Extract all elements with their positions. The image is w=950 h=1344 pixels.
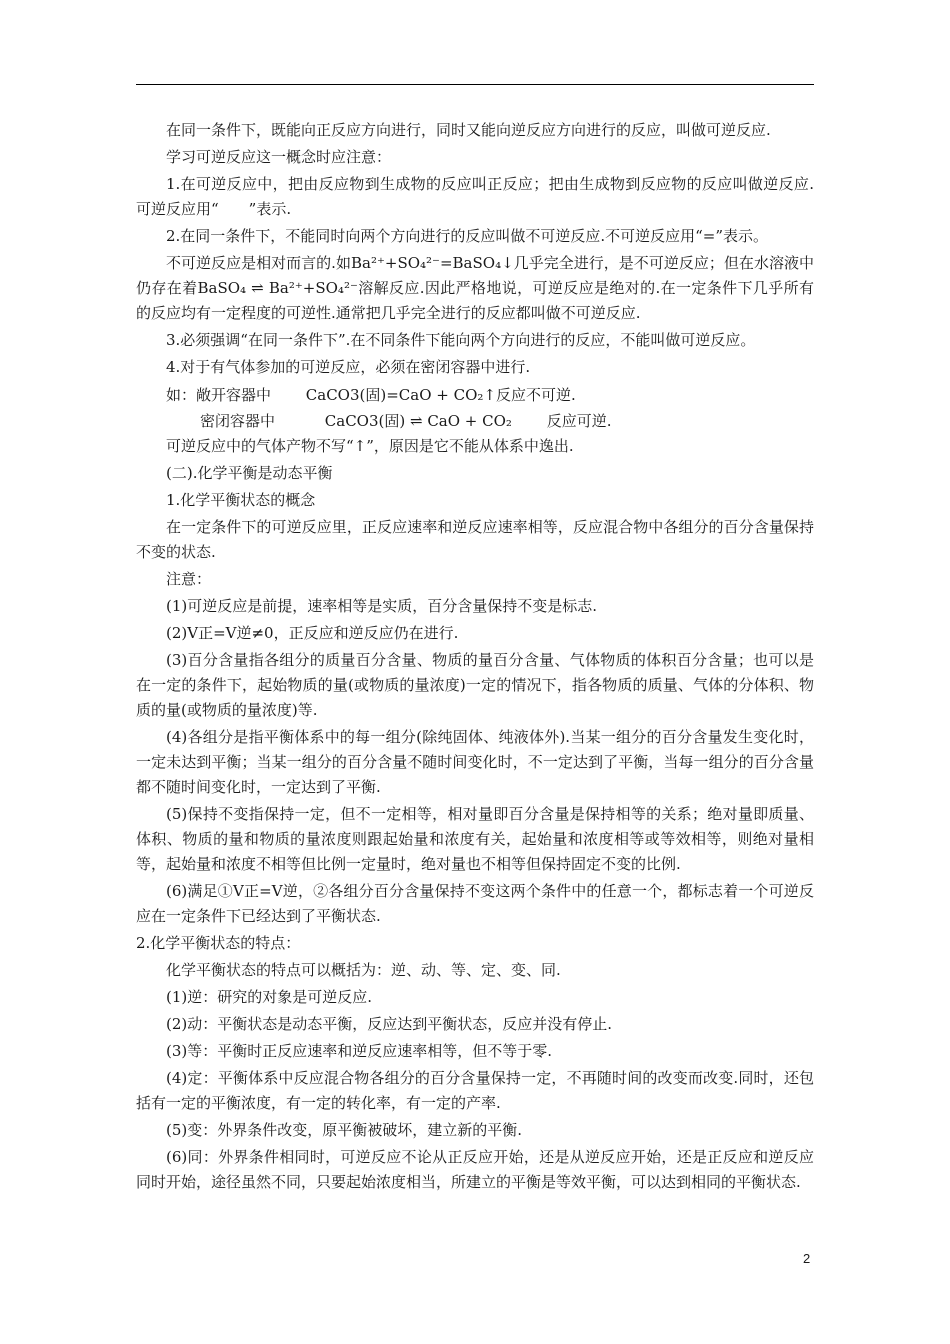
paragraph: (1)逆：研究的对象是可逆反应. [166, 988, 373, 1006]
paragraph: (2)V正=V逆≠0，正反应和逆反应仍在进行. [166, 624, 459, 642]
page-number: 2 [803, 1251, 811, 1266]
paragraph: 学习可逆反应这一概念时应注意： [166, 148, 392, 166]
paragraph: (3)等：平衡时正反应速率和逆反应速率相等，但不等于零. [166, 1042, 553, 1060]
paragraph: (2)动：平衡状态是动态平衡，反应达到平衡状态，反应并没有停止. [166, 1015, 613, 1033]
header-rule [136, 84, 814, 85]
paragraph: (5)保持不变指保持一定，但不一定相等，相对量即百分含量是保持相等的关系；绝对量即质量、体积、物质的量和物质的量浓度则跟起始量和浓度有关，起始量和浓度相等或等效相等，则绝对量相等，起始量和浓度不相等但比例一定量时，绝对量也不相等但保持固定不变的比例. [136, 805, 814, 873]
paragraph: (1)可逆反应是前提，速率相等是实质，百分含量保持不变是标志. [166, 597, 598, 615]
paragraph: (5)变：外界条件改变，原平衡被破坏，建立新的平衡. [166, 1121, 523, 1139]
paragraph: 在一定条件下的可逆反应里，正反应速率和逆反应速率相等，反应混合物中各组分的百分含量保持不变的状态. [136, 518, 814, 561]
equation-line: 密闭容器中 CaCO3(固) ⇌ CaO + CO₂ 反应可逆. [200, 412, 612, 430]
paragraph: 2.化学平衡状态的特点： [136, 934, 301, 952]
paragraph: 1.化学平衡状态的概念 [166, 491, 316, 509]
paragraph: (4)定：平衡体系中反应混合物各组分的百分含量保持一定，不再随时间的改变而改变.同时，还包括有一定的平衡浓度，有一定的转化率，有一定的产率. [136, 1069, 814, 1112]
paragraph: 4.对于有气体参加的可逆反应，必须在密闭容器中进行. [166, 358, 531, 376]
paragraph: 不可逆反应是相对而言的.如Ba²⁺+SO₄²⁻=BaSO₄↓几乎完全进行，是不可逆反应；但在水溶液中仍存在着BaSO₄ ⇌ Ba²⁺+SO₄²⁻溶解反应.因此严格地说，可逆反应是绝对的.在一定条件下几乎所有的反应均有一定程度的可逆性.通常把几乎完全进行的反应都叫做不可逆反应. [136, 254, 814, 322]
paragraph: 注意： [166, 570, 212, 588]
paragraph: (3)百分含量指各组分的质量百分含量、物质的量百分含量、气体物质的体积百分含量；也可以是在一定的条件下，起始物质的量(或物质的量浓度)一定的情况下，指各物质的质量、气体的分体积、物质的量(或物质的量浓度)等. [136, 651, 814, 719]
document-body [136, 118, 814, 1197]
paragraph: 3.必须强调“在同一条件下”.在不同条件下能向两个方向进行的反应，不能叫做可逆反应。 [166, 331, 756, 349]
paragraph: (6)同：外界条件相同时，可逆反应不论从正反应开始，还是从逆反应开始，还是正反应和逆反应同时开始，途径虽然不同，只要起始浓度相当，所建立的平衡是等效平衡，可以达到相同的平衡状态. [136, 1148, 814, 1191]
paragraph: 2.在同一条件下，不能同时向两个方向进行的反应叫做不可逆反应.不可逆反应用“=”表示。 [166, 227, 768, 245]
paragraph: (6)满足①V正=V逆，②各组分百分含量保持不变这两个条件中的任意一个，都标志着一个可逆反应在一定条件下已经达到了平衡状态. [136, 882, 814, 925]
paragraph: 在同一条件下，既能向正反应方向进行，同时又能向逆反应方向进行的反应，叫做可逆反应. [166, 121, 771, 139]
paragraph: 化学平衡状态的特点可以概括为：逆、动、等、定、变、同. [166, 961, 561, 979]
paragraph: 1.在可逆反应中，把由反应物到生成物的反应叫正反应；把由生成物到反应物的反应叫做逆反应.可逆反应用“ ”表示. [136, 175, 814, 218]
paragraph: (4)各组分是指平衡体系中的每一组分(除纯固体、纯液体外).当某一组分的百分含量发生变化时，一定未达到平衡；当某一组分的百分含量不随时间变化时，不一定达到了平衡，当每一组分的百分含量都不随时间变化时，一定达到了平衡. [136, 728, 814, 796]
equation-line: 如：敞开容器中 CaCO3(固)=CaO + CO₂↑反应不可逆. [166, 386, 576, 404]
paragraph: 可逆反应中的气体产物不写“↑”，原因是它不能从体系中逸出. [166, 437, 574, 455]
paragraph: (二).化学平衡是动态平衡 [166, 464, 333, 482]
